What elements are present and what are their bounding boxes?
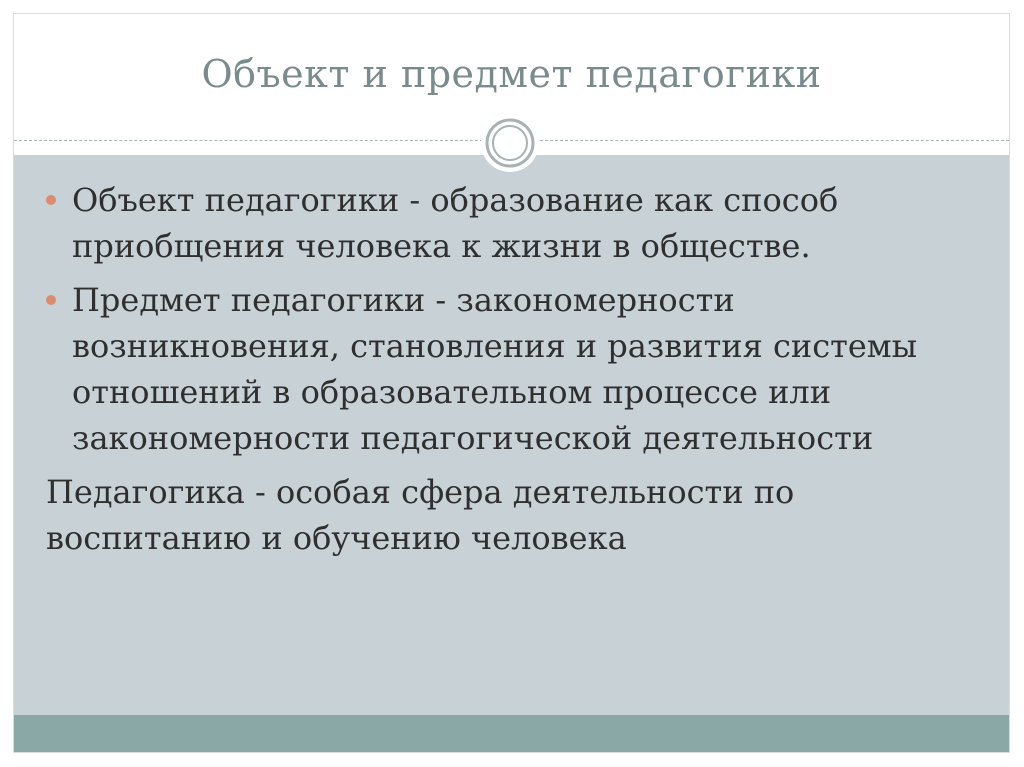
bullet-text: Предмет педагогики - закономерности возникновения, становления и развития системы отношений в образовательном процессе или закономерности педагогической деятельности xyxy=(72,281,918,457)
slide-body xyxy=(46,177,986,561)
bullet-item xyxy=(46,277,986,461)
footer-bar xyxy=(14,715,1009,752)
bullet-dot-icon xyxy=(46,295,56,305)
slide-title: Объект и предмет педагогики xyxy=(201,52,822,96)
slide-frame xyxy=(14,14,1009,752)
bullet-item xyxy=(46,177,986,269)
body-paragraph: Педагогика - особая сфера деятельности по воспитанию и обучению человека xyxy=(46,473,795,557)
bullet-dot-icon xyxy=(46,195,56,205)
double-circle-icon xyxy=(480,113,540,173)
content-panel xyxy=(14,155,1009,715)
bullet-text: Объект педагогики - образование как способ приобщения человека к жизни в обществе. xyxy=(72,181,839,265)
